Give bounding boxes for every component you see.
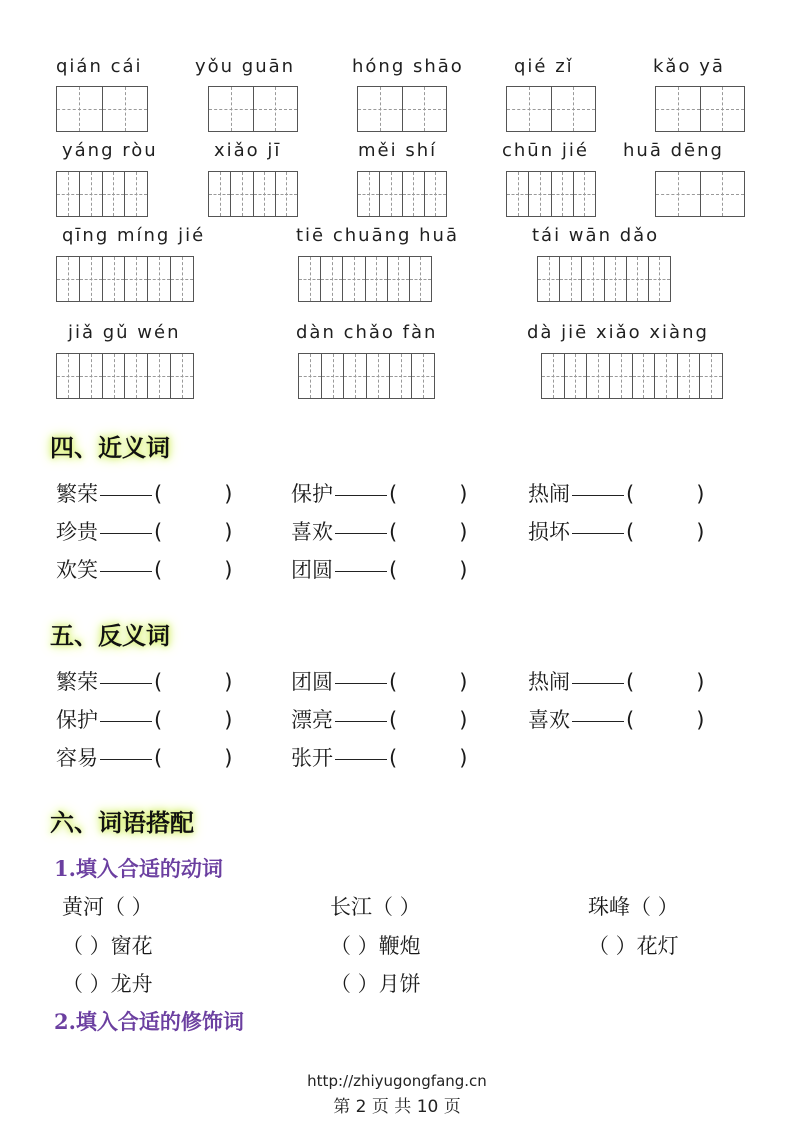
writing-grid[interactable] bbox=[541, 353, 723, 399]
antonym-item: 漂亮 ( ) bbox=[291, 708, 468, 732]
synonym-item: 热闹 ( ) bbox=[528, 482, 705, 506]
pinyin-label: dà jiē xiǎo xiàng bbox=[527, 322, 709, 343]
section-title-synonyms: 四、近义词 bbox=[50, 433, 170, 462]
writing-grid[interactable] bbox=[56, 353, 194, 399]
pinyin-label: měi shí bbox=[358, 140, 438, 161]
section-title-antonyms: 五、反义词 bbox=[50, 621, 170, 650]
pinyin-label: jiǎ gǔ wén bbox=[68, 322, 181, 343]
pinyin-label: yǒu guān bbox=[195, 56, 296, 77]
synonym-item: 珍贵 ( ) bbox=[56, 520, 233, 544]
pinyin-label: qián cái bbox=[56, 56, 143, 77]
fill-blank-item[interactable]: （ ）窗花 bbox=[62, 934, 153, 958]
antonym-item: 喜欢 ( ) bbox=[528, 708, 705, 732]
writing-grid[interactable] bbox=[208, 171, 298, 217]
subsection-modifiers-title: 2.填入合适的修饰词 bbox=[54, 1009, 244, 1034]
antonym-item: 张开 ( ) bbox=[291, 746, 468, 770]
pinyin-label: huā dēng bbox=[623, 140, 724, 161]
writing-grid[interactable] bbox=[655, 86, 745, 132]
antonym-item: 保护 ( ) bbox=[56, 708, 233, 732]
pinyin-label: tiē chuāng huā bbox=[296, 225, 459, 246]
fill-blank-item[interactable]: 黄河（ ） bbox=[62, 895, 153, 919]
page-number: 第 2 页 共 10 页 bbox=[333, 1097, 461, 1117]
subsection-verbs-title: 1.填入合适的动词 bbox=[54, 856, 223, 881]
synonym-item: 损坏 ( ) bbox=[528, 520, 705, 544]
synonym-item: 团圆 ( ) bbox=[291, 558, 468, 582]
writing-grid[interactable] bbox=[537, 256, 671, 302]
writing-grid[interactable] bbox=[357, 171, 447, 217]
pinyin-label: xiǎo jī bbox=[214, 140, 282, 161]
fill-blank-item[interactable]: （ ）月饼 bbox=[330, 972, 421, 996]
synonym-item: 喜欢 ( ) bbox=[291, 520, 468, 544]
writing-grid[interactable] bbox=[357, 86, 447, 132]
fill-blank-item[interactable]: 长江（ ） bbox=[330, 895, 421, 919]
writing-grid[interactable] bbox=[298, 256, 432, 302]
pinyin-label: hóng shāo bbox=[352, 56, 464, 77]
synonym-item: 欢笑 ( ) bbox=[56, 558, 233, 582]
writing-grid[interactable] bbox=[56, 171, 148, 217]
antonym-item: 热闹 ( ) bbox=[528, 670, 705, 694]
synonym-item: 保护 ( ) bbox=[291, 482, 468, 506]
pinyin-label: qié zǐ bbox=[514, 56, 574, 77]
pinyin-label: kǎo yā bbox=[653, 56, 725, 77]
footer-url: http://zhiyugongfang.cn bbox=[307, 1072, 487, 1090]
fill-blank-item[interactable]: （ ）花灯 bbox=[588, 934, 679, 958]
synonym-item: 繁荣 ( ) bbox=[56, 482, 233, 506]
fill-blank-item[interactable]: （ ）龙舟 bbox=[62, 972, 153, 996]
antonym-item: 团圆 ( ) bbox=[291, 670, 468, 694]
pinyin-label: tái wān dǎo bbox=[532, 225, 660, 246]
pinyin-label: chūn jié bbox=[502, 140, 589, 161]
writing-grid[interactable] bbox=[506, 86, 596, 132]
fill-blank-item[interactable]: 珠峰（ ） bbox=[588, 895, 679, 919]
writing-grid[interactable] bbox=[655, 171, 745, 217]
writing-grid[interactable] bbox=[506, 171, 596, 217]
pinyin-label: yáng ròu bbox=[62, 140, 158, 161]
antonym-item: 繁荣 ( ) bbox=[56, 670, 233, 694]
pinyin-label: qīng míng jié bbox=[62, 225, 206, 246]
writing-grid[interactable] bbox=[208, 86, 298, 132]
pinyin-label: dàn chǎo fàn bbox=[296, 322, 438, 343]
writing-grid[interactable] bbox=[56, 256, 194, 302]
antonym-item: 容易 ( ) bbox=[56, 746, 233, 770]
writing-grid[interactable] bbox=[298, 353, 435, 399]
section-title-matching: 六、词语搭配 bbox=[50, 808, 194, 837]
writing-grid[interactable] bbox=[56, 86, 148, 132]
fill-blank-item[interactable]: （ ）鞭炮 bbox=[330, 934, 421, 958]
